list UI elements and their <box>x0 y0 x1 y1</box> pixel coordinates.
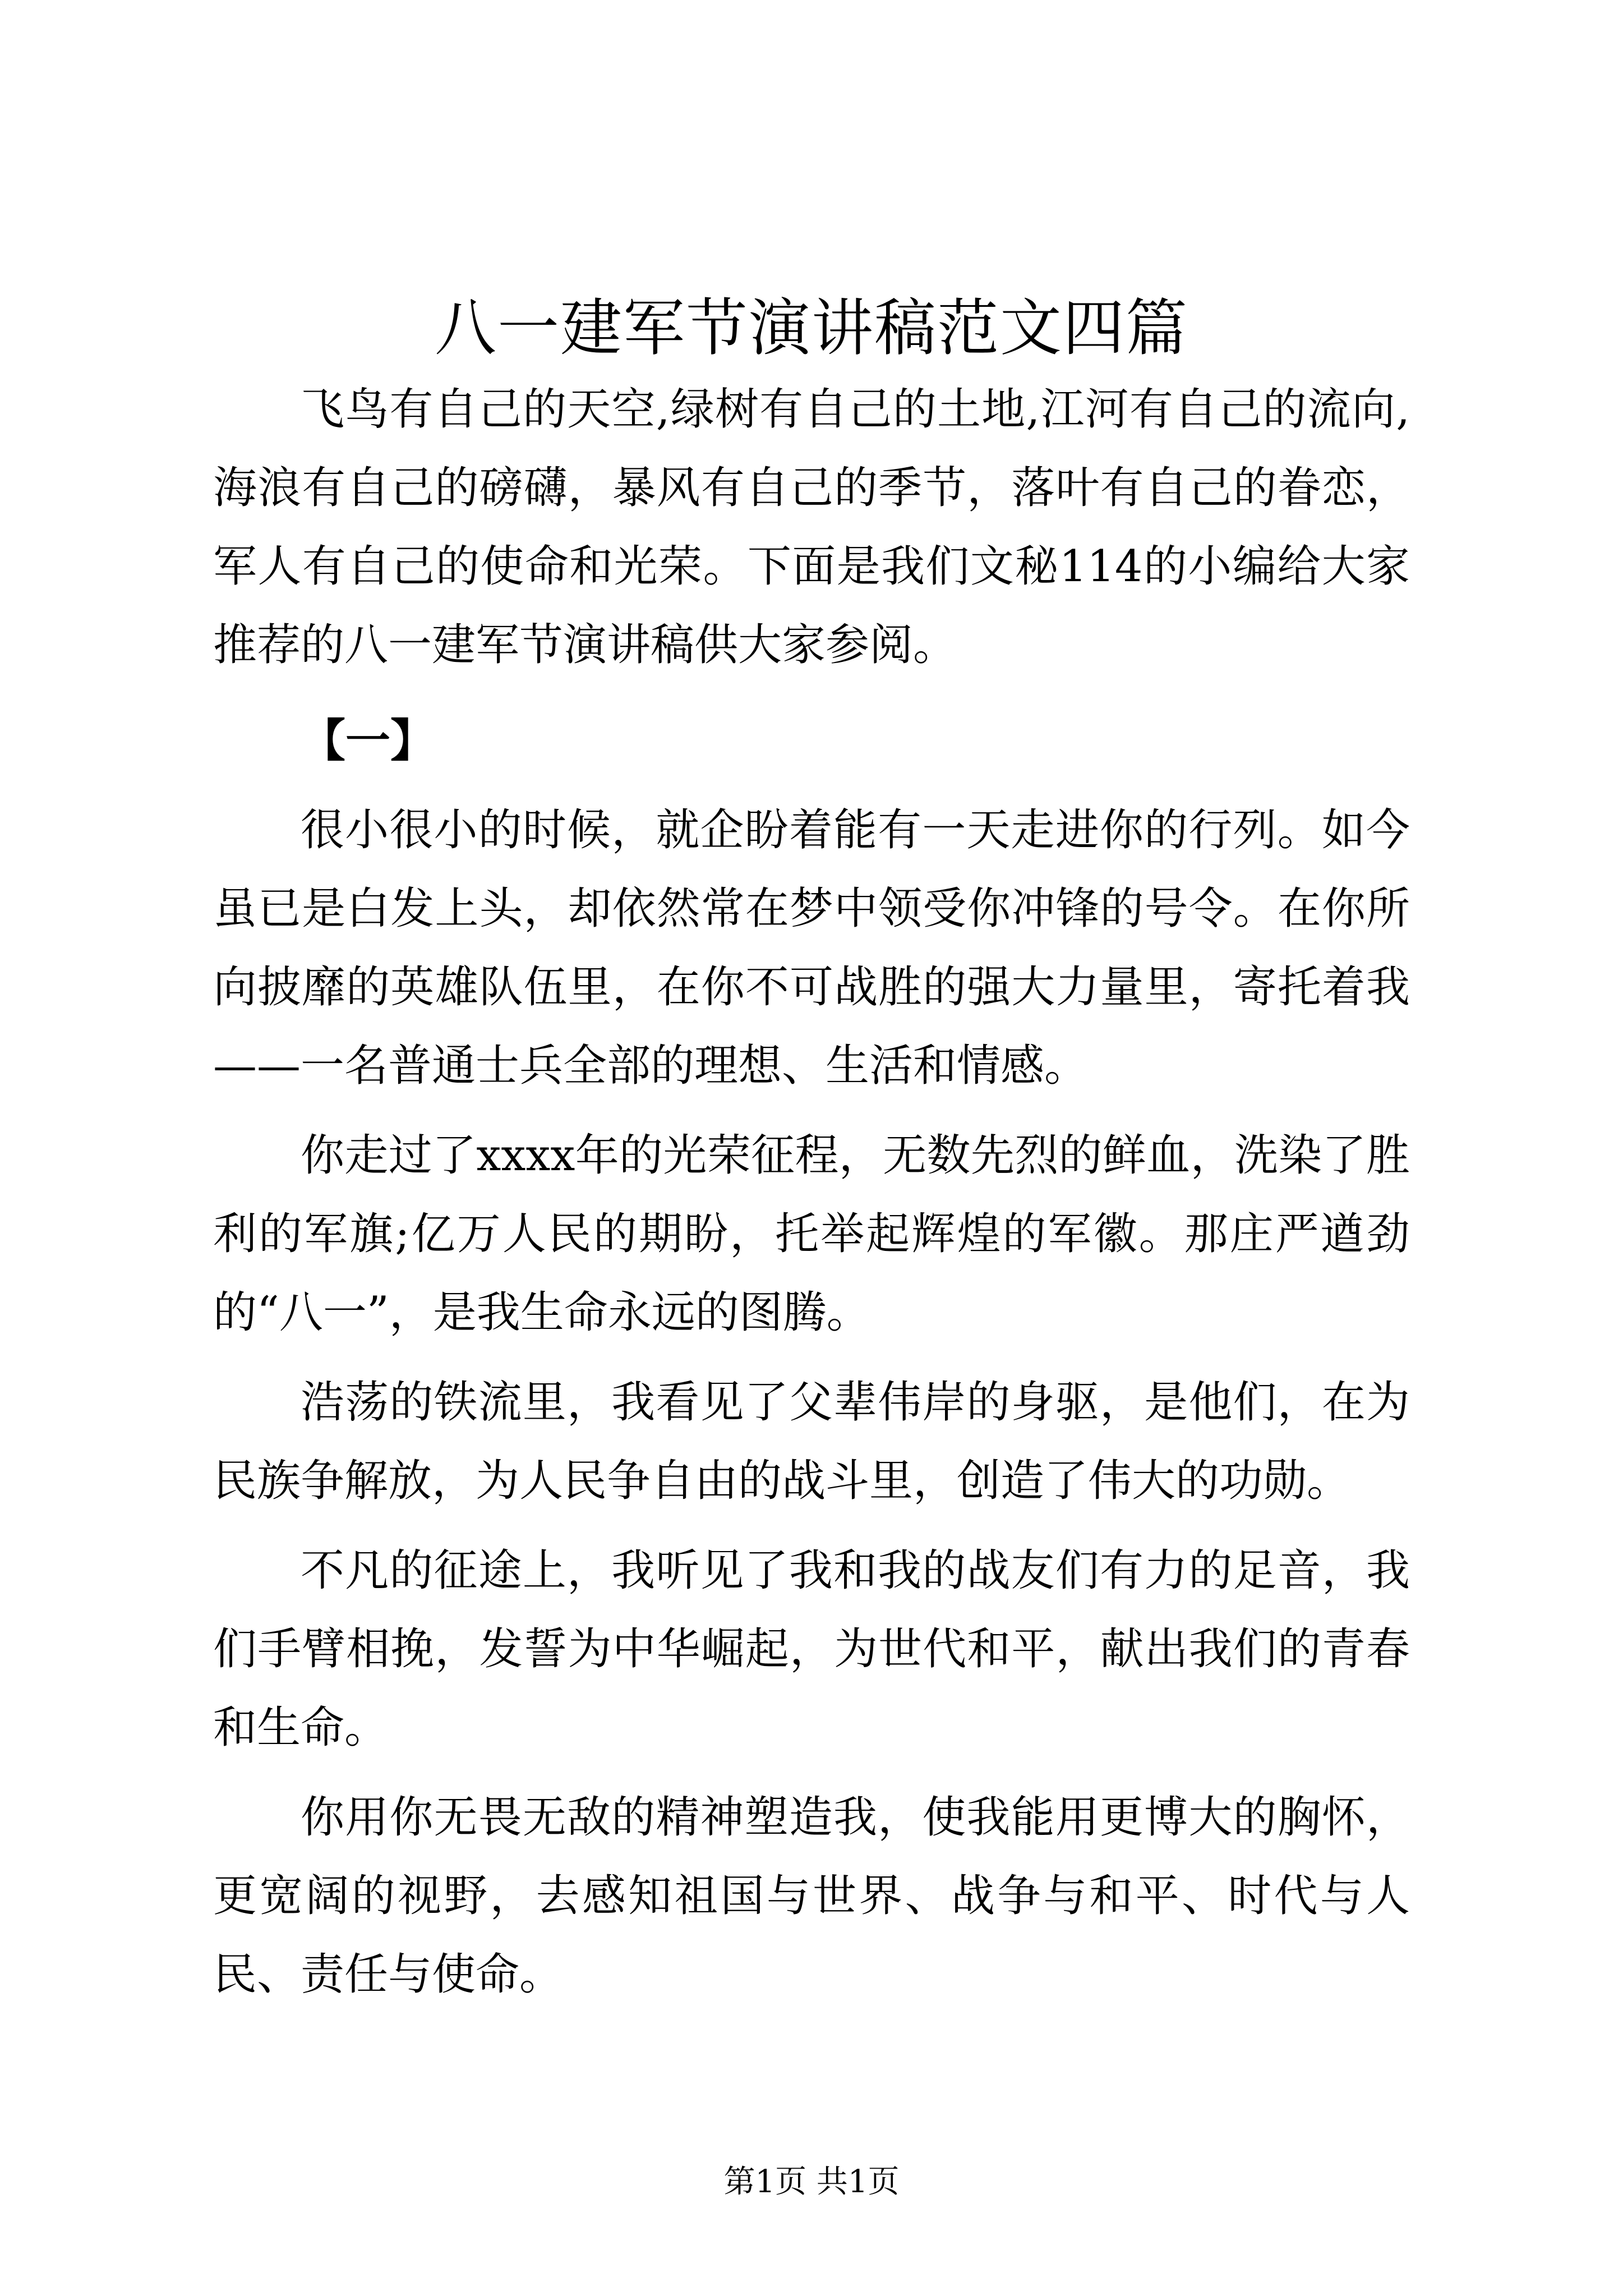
body-paragraph-1: 很小很小的时候，就企盼着能有一天走进你的行列。如今虽已是白发上头，却依然常在梦中领受你冲锋的号令。在你所向披靡的英雄队伍里，在你不可战胜的强大力量里，寄托着我——一名普通士兵全部的理想、生活和情感。 <box>213 805 1410 1091</box>
body-paragraph-4: 不凡的征途上，我听见了我和我的战友们有力的足音，我们手臂相挽，发誓为中华崛起，为世代和平，献出我们的青春和生命。 <box>213 1545 1410 1753</box>
body-paragraph-3: 浩荡的铁流里，我看见了父辈伟岸的身驱，是他们，在为民族争解放，为人民争自由的战斗里，创造了伟大的功勋。 <box>213 1377 1410 1506</box>
document-title: 八一建军节演讲稿范文四篇 <box>435 292 1188 364</box>
section-heading: 【一】 <box>301 714 435 767</box>
body-paragraph-2: 你走过了xxxx年的光荣征程，无数先烈的鲜血，洗染了胜利的军旗;亿万人民的期盼，托举起辉煌的军徽。那庄严遒劲的“八一”，是我生命永远的图腾。 <box>213 1130 1410 1338</box>
intro-paragraph: 飞鸟有自己的天空,绿树有自己的土地,江河有自己的流向,海浪有自己的磅礴，暴风有自己的季节，落叶有自己的眷恋，军人有自己的使命和光荣。下面是我们文秘114的小编给大家推荐的八一建军节演讲稿供大家参阅。 <box>213 384 1410 670</box>
body-paragraph-5: 你用你无畏无敌的精神塑造我，使我能用更博大的胸怀，更宽阔的视野，去感知祖国与世界、战争与和平、时代与人民、责任与使命。 <box>213 1792 1410 2000</box>
document-body <box>213 370 1410 2014</box>
page-footer: 第1页 共1页 <box>723 2164 900 2200</box>
